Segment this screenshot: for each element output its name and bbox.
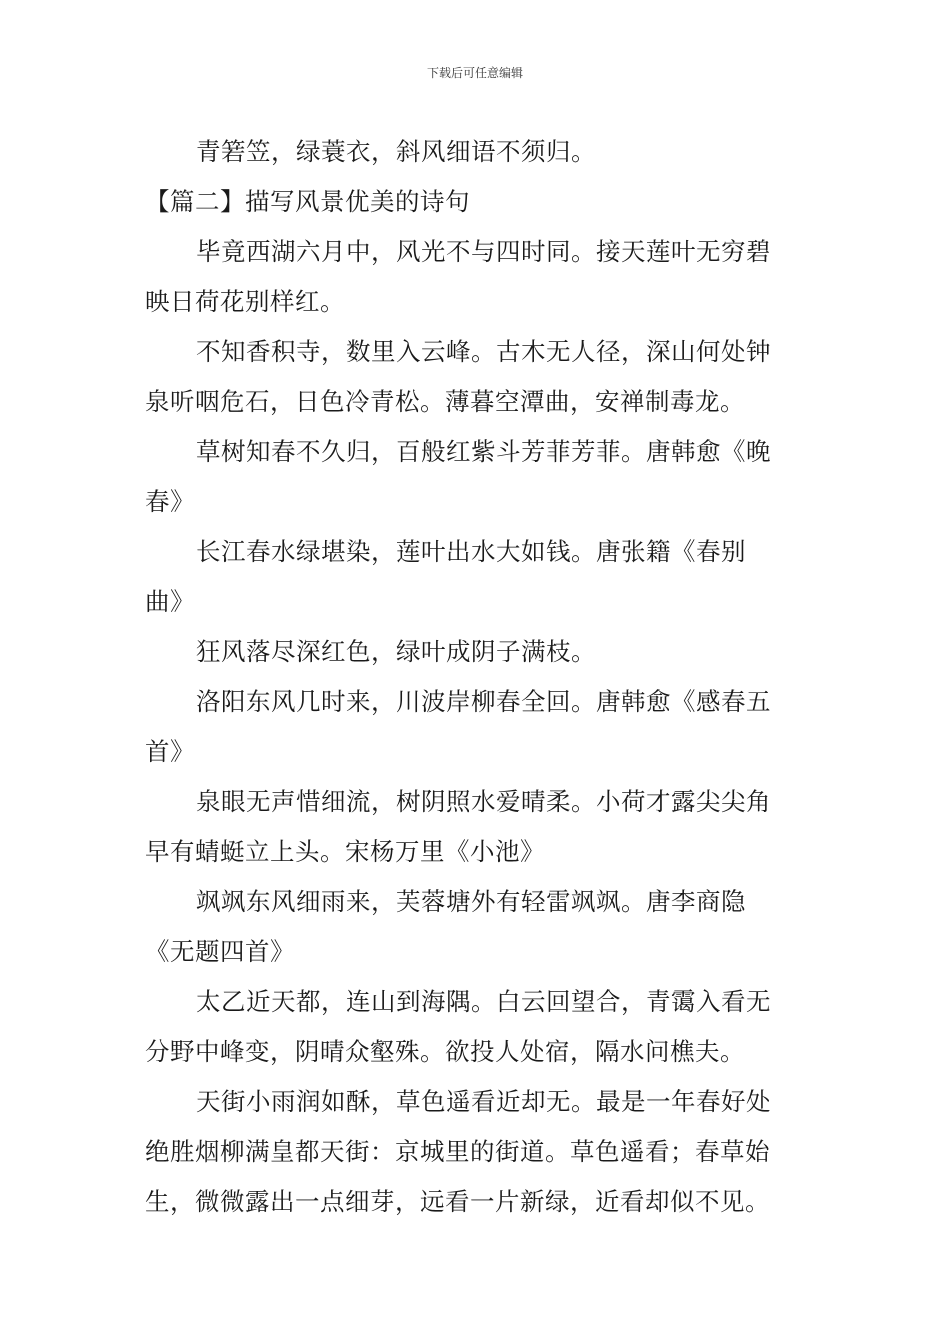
text-line: 映日荷花别样红。: [145, 287, 345, 316]
section-heading: 【篇二】描写风景优美的诗句: [145, 187, 470, 216]
text-line: 狂风落尽深红色，绿叶成阴子满枝。: [196, 637, 596, 666]
text-line: 泉听咽危石，日色冷青松。薄暮空潭曲，安禅制毒龙。: [145, 387, 745, 416]
text-line: 草树知春不久归，百般红紫斗芳菲芳菲。唐韩愈《晚: [196, 437, 771, 466]
text-line: 不知香积寺，数里入云峰。古木无人径，深山何处钟: [196, 337, 771, 366]
text-line: 首》: [145, 737, 195, 766]
text-line: 天街小雨润如酥，草色遥看近却无。最是一年春好处: [196, 1087, 771, 1116]
text-line: 青箬笠，绿蓑衣，斜风细语不须归。: [196, 137, 596, 166]
text-line: 长江春水绿堪染，莲叶出水大如钱。唐张籍《春别: [196, 537, 746, 566]
text-line: 飒飒东风细雨来，芙蓉塘外有轻雷飒飒。唐李商隐: [196, 887, 746, 916]
text-line: 分野中峰变，阴晴众壑殊。欲投人处宿，隔水问樵夫。: [145, 1037, 745, 1066]
text-line: 早有蜻蜓立上头。宋杨万里《小池》: [145, 837, 545, 866]
text-line: 毕竟西湖六月中，风光不与四时同。接天莲叶无穷碧: [196, 237, 771, 266]
page-header: 下载后可任意编辑: [426, 66, 523, 80]
text-line: 生，微微露出一点细芽，远看一片新绿，近看却似不见。: [145, 1187, 770, 1216]
text-line: 曲》: [145, 587, 195, 616]
document-body: [145, 127, 810, 1227]
text-line: 太乙近天都，连山到海隅。白云回望合，青霭入看无: [196, 987, 771, 1016]
text-line: 春》: [145, 487, 195, 516]
text-line: 绝胜烟柳满皇都天街：京城里的街道。草色遥看；春草始: [145, 1137, 770, 1166]
text-line: 《无题四首》: [145, 937, 295, 966]
text-line: 泉眼无声惜细流，树阴照水爱晴柔。小荷才露尖尖角: [196, 787, 771, 816]
text-line: 洛阳东风几时来，川波岸柳春全回。唐韩愈《感春五: [196, 687, 771, 716]
